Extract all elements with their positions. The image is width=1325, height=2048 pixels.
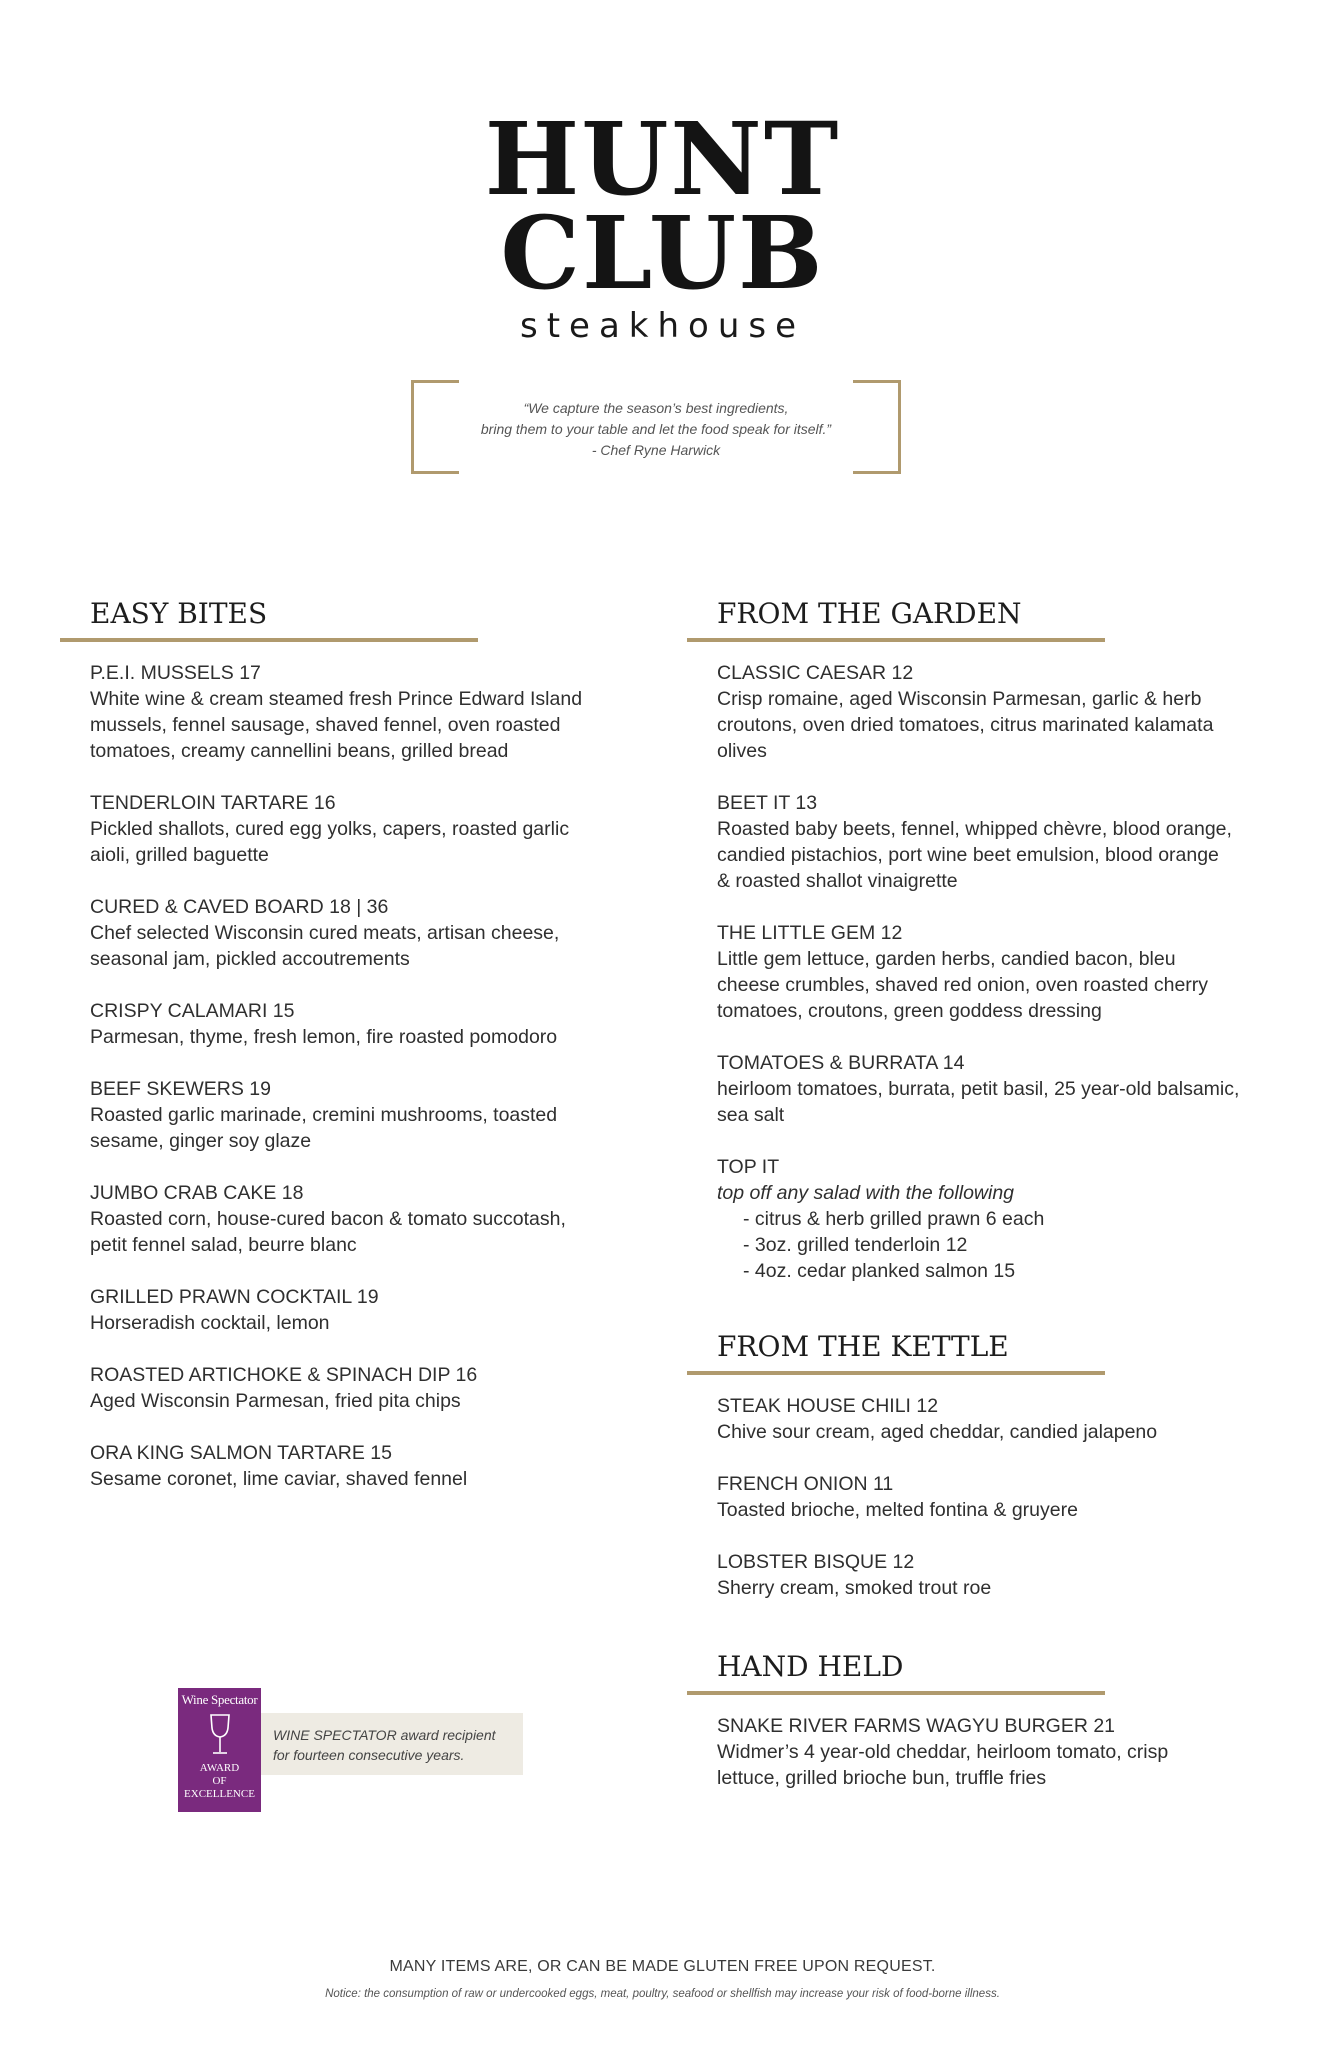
menu-item: [90, 1180, 582, 1258]
addon: - citrus & herb grilled prawn 6 each: [743, 1208, 1045, 1230]
item-list: [60, 642, 582, 1492]
menu-item: [90, 894, 582, 972]
menu-item: [90, 1284, 582, 1336]
item-name: BEEF SKEWERS 19: [90, 1078, 271, 1100]
item-description: aioli, grilled baguette: [90, 844, 269, 866]
addon: - 3oz. grilled tenderloin 12: [743, 1234, 968, 1256]
award-brand: WINE SPECTATOR: [273, 1727, 397, 1743]
logo: [0, 100, 1325, 346]
award-badge: [178, 1688, 261, 1812]
section-title: FROM THE KETTLE: [687, 1330, 1105, 1375]
menu-item: [90, 660, 582, 764]
menu-item: [717, 1050, 1239, 1128]
item-description: seasonal jam, pickled accoutrements: [90, 948, 410, 970]
item-description: Widmer’s 4 year-old cheddar, heirloom tomato, crisp: [717, 1741, 1169, 1763]
item-name: TOP IT: [717, 1156, 780, 1178]
item-description: lettuce, grilled brioche bun, truffle fries: [717, 1767, 1047, 1789]
item-description: & roasted shallot vinaigrette: [717, 870, 958, 892]
section-garden: [687, 597, 1239, 1310]
gluten-free-note: MANY ITEMS ARE, OR CAN BE MADE GLUTEN FREE UPON REQUEST.: [389, 1958, 936, 1975]
item-description: Little gem lettuce, garden herbs, candied bacon, bleu: [717, 948, 1176, 970]
item-description: mussels, fennel sausage, shaved fennel, oven roasted: [90, 714, 561, 736]
item-description: Chive sour cream, aged cheddar, candied jalapeno: [717, 1421, 1158, 1443]
award-caption: [273, 1725, 496, 1765]
section-kettle: [687, 1330, 1157, 1627]
item-name: CLASSIC CAESAR 12: [717, 662, 914, 684]
award-caption-rest: award recipient: [396, 1727, 496, 1743]
item-name: LOBSTER BISQUE 12: [717, 1551, 915, 1573]
item-name: THE LITTLE GEM 12: [717, 922, 903, 944]
menu-item: [717, 790, 1239, 894]
menu-item: [717, 1549, 1157, 1601]
addon: - 4oz. cedar planked salmon 15: [743, 1260, 1016, 1282]
left-bracket: [411, 380, 459, 474]
item-description: Roasted baby beets, fennel, whipped chèvre, blood orange,: [717, 818, 1232, 840]
item-name: CURED & CAVED BOARD 18 | 36: [90, 896, 389, 918]
item-name: CRISPY CALAMARI 15: [90, 1000, 295, 1022]
badge-line: OF: [212, 1775, 227, 1787]
item-list: [687, 642, 1239, 1284]
item-description: Sesame coronet, lime caviar, shaved fennel: [90, 1468, 468, 1490]
section-title: HAND HELD: [687, 1650, 1105, 1695]
item-name: ROASTED ARTICHOKE & SPINACH DIP 16: [90, 1364, 478, 1386]
item-description: petit fennel salad, beurre blanc: [90, 1234, 357, 1256]
logo-line-1: HUNT: [484, 100, 841, 218]
item-description: White wine & cream steamed fresh Prince Edward Island: [90, 688, 583, 710]
item-list: [687, 1375, 1157, 1601]
menu-item: [90, 1076, 582, 1154]
item-name: P.E.I. MUSSELS 17: [90, 662, 261, 684]
menu-item: [717, 920, 1239, 1024]
award-caption-box: [261, 1713, 523, 1775]
item-name: ORA KING SALMON TARTARE 15: [90, 1442, 392, 1464]
item-description: sea salt: [717, 1104, 785, 1126]
top-it-item: [717, 1154, 1239, 1284]
menu-item: [90, 998, 582, 1050]
quote-text: [461, 398, 851, 461]
section-hand-held: [687, 1650, 1168, 1817]
item-description: candied pistachios, port wine beet emulsion, blood orange: [717, 844, 1219, 866]
item-note: top off any salad with the following: [717, 1182, 1015, 1204]
menu-item: [717, 660, 1239, 764]
item-name: TOMATOES & BURRATA 14: [717, 1052, 965, 1074]
item-description: Crisp romaine, aged Wisconsin Parmesan, garlic & herb: [717, 688, 1202, 710]
menu-item: [90, 1440, 582, 1492]
item-description: Aged Wisconsin Parmesan, fried pita chips: [90, 1390, 461, 1412]
right-bracket: [853, 380, 901, 474]
item-description: tomatoes, croutons, green goddess dressing: [717, 1000, 1102, 1022]
item-description: Toasted brioche, melted fontina & gruyere: [717, 1499, 1078, 1521]
item-description: sesame, ginger soy glaze: [90, 1130, 312, 1152]
item-name: FRENCH ONION 11: [717, 1473, 894, 1495]
menu-item: [90, 1362, 582, 1414]
item-name: STEAK HOUSE CHILI 12: [717, 1395, 939, 1417]
section-easy-bites: [60, 597, 582, 1518]
section-title: EASY BITES: [60, 597, 478, 642]
menu-item: [717, 1713, 1168, 1791]
wine-glass-icon: [178, 1708, 261, 1762]
chef-quote: [411, 380, 901, 474]
item-description: Horseradish cocktail, lemon: [90, 1312, 330, 1334]
item-description: Roasted garlic marinade, cremini mushrooms, toasted: [90, 1104, 558, 1126]
quote-attribution: - Chef Ryne Harwick: [591, 442, 721, 458]
item-list: [687, 1695, 1168, 1791]
award-caption-line-2: for fourteen consecutive years.: [273, 1747, 465, 1763]
item-description: Chef selected Wisconsin cured meats, artisan cheese,: [90, 922, 560, 944]
item-description: Pickled shallots, cured egg yolks, capers, roasted garlic: [90, 818, 570, 840]
logo-subtitle: steakhouse: [519, 306, 806, 346]
section-title: FROM THE GARDEN: [687, 597, 1105, 642]
item-description: olives: [717, 740, 767, 762]
item-description: Roasted corn, house-cured bacon & tomato succotash,: [90, 1208, 566, 1230]
wine-spectator-award: [178, 1688, 523, 1812]
item-description: Sherry cream, smoked trout roe: [717, 1577, 992, 1599]
badge-line: AWARD: [199, 1762, 240, 1774]
item-name: GRILLED PRAWN COCKTAIL 19: [90, 1286, 379, 1308]
food-safety-notice: Notice: the consumption of raw or undercooked eggs, meat, poultry, seafood or shellfish may increase your risk of food-borne illness.: [325, 1988, 1000, 2000]
item-description: cheese crumbles, shaved red onion, oven roasted cherry: [717, 974, 1209, 996]
menu-item: [717, 1471, 1157, 1523]
item-description: Parmesan, thyme, fresh lemon, fire roasted pomodoro: [90, 1026, 558, 1048]
item-description: croutons, oven dried tomatoes, citrus marinated kalamata: [717, 714, 1214, 736]
item-description: tomatoes, creamy cannellini beans, grilled bread: [90, 740, 509, 762]
garden-items: [717, 660, 1239, 1128]
menu-item: [90, 790, 582, 868]
item-name: TENDERLOIN TARTARE 16: [90, 792, 336, 814]
badge-title: Wine Spectator: [178, 1688, 261, 1708]
item-name: JUMBO CRAB CAKE 18: [90, 1182, 304, 1204]
item-name: BEET IT 13: [717, 792, 818, 814]
quote-line-2: bring them to your table and let the food speak for itself.”: [480, 421, 832, 437]
logo-line-2: CLUB: [500, 194, 825, 312]
item-name: SNAKE RIVER FARMS WAGYU BURGER 21: [717, 1715, 1116, 1737]
item-description: heirloom tomatoes, burrata, petit basil, 25 year-old balsamic,: [717, 1078, 1240, 1100]
quote-line-1: “We capture the season’s best ingredients,: [523, 400, 789, 416]
badge-line: EXCELLENCE: [184, 1788, 255, 1800]
menu-item: [717, 1393, 1157, 1445]
